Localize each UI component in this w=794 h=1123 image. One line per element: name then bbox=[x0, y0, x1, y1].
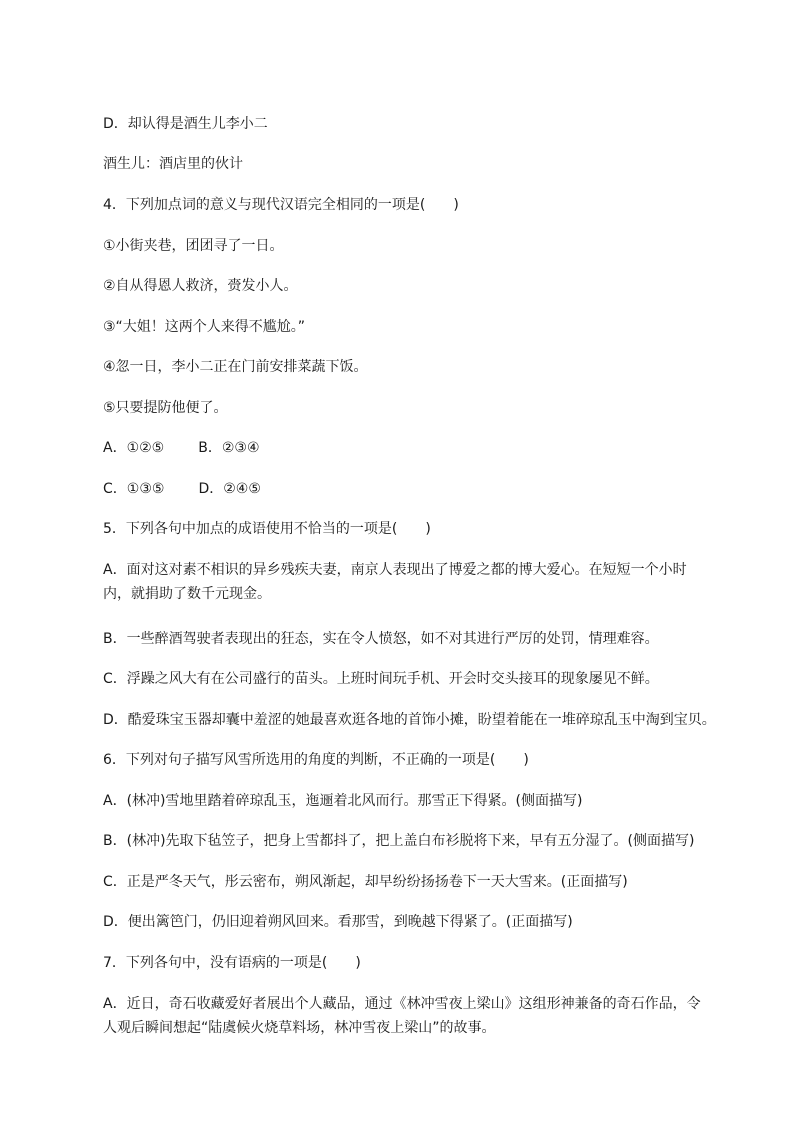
q3-note: 酒生儿：酒店里的伙计 bbox=[103, 156, 243, 172]
q5-option-d: D．酷爱珠宝玉器却囊中羞涩的她最喜欢逛各地的首饰小摊，盼望着能在一堆碎琼乱玉中淘到宝贝。 bbox=[103, 712, 716, 728]
q4-option-d: D．②④⑤ bbox=[198, 481, 261, 497]
q4-item-5: ⑤只要提防他便了。 bbox=[103, 400, 228, 416]
q4-options-row-1 bbox=[103, 438, 260, 458]
q6-option-b: B．(林冲)先取下毡笠子，把身上雪都抖了，把上盖白布衫脱将下来，早有五分湿了。(侧面描写) bbox=[103, 833, 695, 849]
q4-item-1: ①小街夹巷，团团寻了一日。 bbox=[103, 238, 284, 254]
q6-option-d: D．便出篱笆门，仍旧迎着朔风回来。看那雪，到晚越下得紧了。(正面描写) bbox=[103, 914, 573, 930]
q4-option-c: C．①③⑤ bbox=[103, 481, 165, 497]
q5-stem: 5．下列各句中加点的成语使用不恰当的一项是( ) bbox=[103, 521, 431, 537]
q6-option-a: A．(林冲)雪地里踏着碎琼乱玉，迤逦着北风而行。那雪正下得紧。(侧面描写) bbox=[103, 793, 583, 809]
q5-option-b: B．一些醉酒驾驶者表现出的狂态，实在令人愤怒，如不对其进行严厉的处罚，情理难容。 bbox=[103, 631, 659, 647]
q6-option-c: C．正是严冬天气，彤云密布，朔风渐起，却早纷纷扬扬卷下一天大雪来。(正面描写) bbox=[103, 874, 628, 890]
q6-stem: 6．下列对句子描写风雪所选用的角度的判断，不正确的一项是( ) bbox=[103, 752, 529, 768]
q3-option-d: D．却认得是酒生儿李小二 bbox=[103, 116, 268, 132]
q4-options-row-2 bbox=[103, 479, 261, 499]
q4-item-2: ②自从得恩人救济，赍发小人。 bbox=[103, 278, 298, 294]
q7-stem: 7．下列各句中，没有语病的一项是( ) bbox=[103, 955, 361, 971]
q4-option-a: A．①②⑤ bbox=[103, 440, 165, 456]
q5-option-c: C．浮躁之风大有在公司盛行的苗头。上班时间玩手机、开会时交头接耳的现象屡见不鲜。 bbox=[103, 671, 659, 687]
q4-item-3: ③“大姐！这两个人来得不尴尬。” bbox=[103, 319, 306, 335]
q5-option-a: A．面对这对素不相识的异乡残疾夫妻，南京人表现出了博爱之都的博大爱心。在短短一个小时内，就捐助了数千元现金。 bbox=[103, 562, 687, 602]
q4-item-4: ④忽一日，李小二正在门前安排菜蔬下饭。 bbox=[103, 359, 368, 375]
q4-option-b: B．②③④ bbox=[198, 440, 260, 456]
q7-option-a: A．近日，奇石收藏爱好者展出个人藏品，通过《林冲雪夜上梁山》这组形神兼备的奇石作品，令人观后瞬间想起“陆虞候火烧草料场，林冲雪夜上梁山”的故事。 bbox=[103, 996, 701, 1036]
q4-stem: 4．下列加点词的意义与现代汉语完全相同的一项是( ) bbox=[103, 197, 459, 213]
